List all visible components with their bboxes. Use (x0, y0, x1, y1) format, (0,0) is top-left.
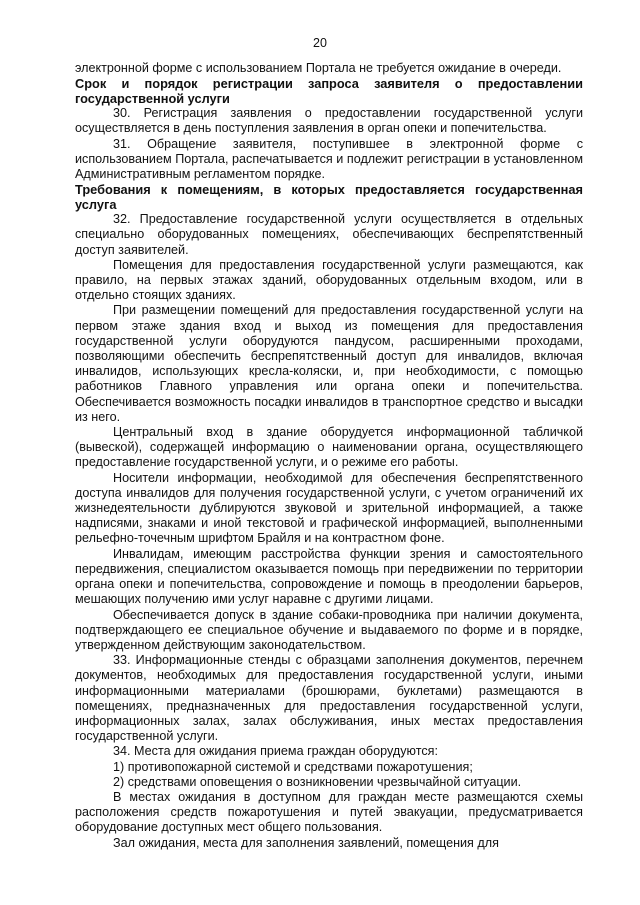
section-heading-premises: Требования к помещениям, в которых предоставляется государственная услуга (75, 182, 583, 213)
paragraph-32-assistance: Инвалидам, имеющим расстройства функции зрения и самостоятельного передвижения, специалистом оказывается помощь при передвижении по территории органа опеки и попечительства, сопровождение и помощь в преодолении барьеров, мешающих получению ими услуг наравне с другими лицами. (75, 546, 583, 607)
paragraph-32-information-media: Носители информации, необходимой для обеспечения беспрепятственного доступа инвалидов для получения государственной услуги, с учетом ограничений их жизнедеятельности дублируются звуковой и зрительной информацией, а также надписями, знаками и иной текстовой и графической информацией, выполненными рельефно-точечным шрифтом Брайля и на контрастном фоне. (75, 470, 583, 546)
paragraph-32-guide-dog: Обеспечивается допуск в здание собаки-проводника при наличии документа, подтверждающего ее специальное обучение и выдаваемого по форме и в порядке, утвержденном действующим законодательством. (75, 607, 583, 652)
document-body (75, 61, 583, 851)
paragraph-30: 30. Регистрация заявления о предоставлении государственной услуги осуществляется в день поступления заявления в орган опеки и попечительства. (75, 106, 583, 136)
paragraph-34-waiting-hall: Зал ожидания, места для заполнения заявлений, помещения для (113, 835, 499, 850)
paragraph-33: 33. Информационные стенды с образцами заполнения документов, перечнем документов, необходимых для предоставления государственной услуги, иными информационными материалами (брошюрами, буклетами) размещаются в помещениях, предназначенных для предоставления государственной услуги, информационных залах, залах обслуживания, иных местах предоставления государственной услуги. (75, 653, 583, 744)
paragraph-32: 32. Предоставление государственной услуги осуществляется в отдельных специально оборудованных помещениях, обеспечивающих беспрепятственный доступ заявителей. (75, 212, 583, 257)
paragraph-32-placement: Помещения для предоставления государственной услуги размещаются, как правило, на первых этажах зданий, оборудованных отдельным входом, или в отдельно стоящих зданиях. (75, 257, 583, 303)
paragraph-34: 34. Места для ожидания приема граждан оборудуются: (113, 744, 438, 759)
paragraph-34-item-2: 2) средствами оповещения о возникновении чрезвычайной ситуации. (113, 774, 522, 789)
paragraph-31: 31. Обращение заявителя, поступившее в электронной форме с использованием Портала, распечатывается и подлежит регистрации в установленном Административным регламентом порядке. (75, 136, 583, 182)
paragraph-34-item-1: 1) противопожарной системой и средствами пожаротушения; (113, 759, 473, 774)
paragraph-32-entrance: Центральный вход в здание оборудуется информационной табличкой (вывеской), содержащей информацию о наименовании органа, осуществляющего предоставление государственной услуги, и о режиме его работы. (75, 425, 583, 470)
paragraph-32-accessibility: При размещении помещений для предоставления государственной услуги на первом этаже здания вход и выход из помещения для предоставления государственной услуги оборудуются пандусом, расширенными проходами, позволяющими обеспечить беспрепятственный доступ для инвалидов, включая инвалидов, использующих кресла-коляски, и, при необходимости, с помощью работников Главного управления или органа опеки и попечительства. Обеспечивается возможность посадки инвалидов в транспортное средство и высадки из него. (75, 303, 583, 424)
paragraph-continuation: электронной форме с использованием Портала не требуется ожидание в очереди. (75, 61, 562, 75)
paragraph-34-evacuation: В местах ожидания в доступном для граждан месте размещаются схемы расположения средств пожаротушения и путей эвакуации, предусматривается оборудование доступных мест общего пользования. (75, 789, 583, 835)
section-heading-registration: Срок и порядок регистрации запроса заявителя о предоставлении государственной услуги (75, 76, 583, 107)
page-number: 20 (313, 36, 327, 50)
